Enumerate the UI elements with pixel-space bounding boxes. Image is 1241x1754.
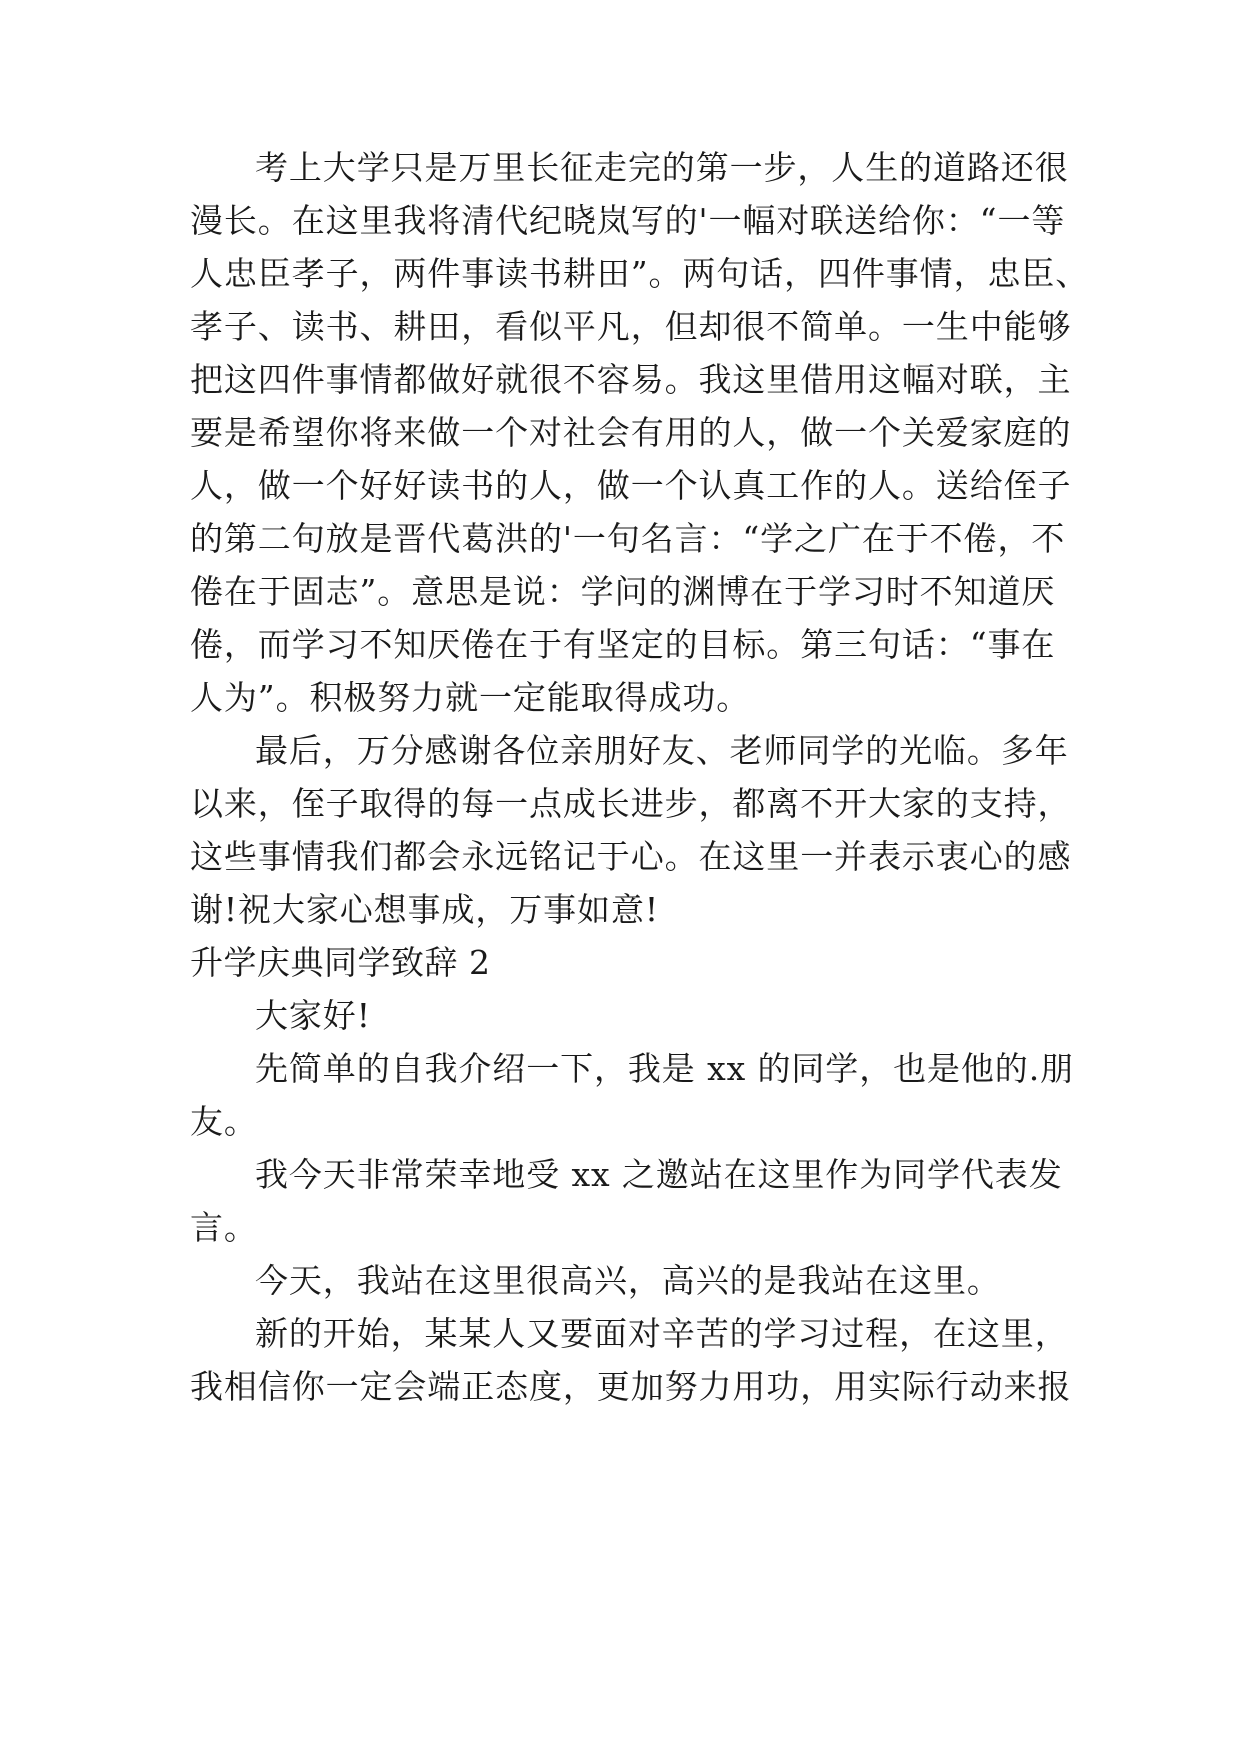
paragraph-line: 新的开始，某某人又要面对辛苦的学习过程，在这里， bbox=[255, 1314, 1069, 1353]
paragraph-line: 的第二句放是晋代葛洪的'一句名言：“学之广在于不倦，不 bbox=[190, 519, 1066, 558]
paragraph-line: 漫长。在这里我将清代纪晓岚写的'一幅对联送给你：“一等 bbox=[190, 201, 1066, 240]
paragraph-line: 倦在于固志”。意思是说：学问的渊博在于学习时不知道厌 bbox=[190, 572, 1056, 611]
paragraph-line: 人为”。积极努力就一定能取得成功。 bbox=[190, 678, 751, 717]
section-heading: 升学庆典同学致辞 2 bbox=[190, 943, 491, 982]
paragraph-line: 谢!祝大家心想事成，万事如意! bbox=[190, 890, 660, 929]
paragraph-line: 以来，侄子取得的每一点成长进步，都离不开大家的支持， bbox=[190, 784, 1072, 823]
paragraph-line: 要是希望你将来做一个对社会有用的人，做一个关爱家庭的 bbox=[190, 413, 1072, 452]
paragraph-line: 大家好! bbox=[255, 996, 371, 1035]
paragraph-line: 我相信你一定会端正态度，更加努力用功，用实际行动来报 bbox=[190, 1367, 1072, 1406]
paragraph-line: 先简单的自我介绍一下，我是 xx 的同学，也是他的.朋 bbox=[255, 1049, 1074, 1088]
paragraph-line: 人，做一个好好读书的人，做一个认真工作的人。送给侄子 bbox=[190, 466, 1072, 505]
paragraph-line: 人忠臣孝子，两件事读书耕田”。两句话，四件事情，忠臣、 bbox=[190, 254, 1090, 293]
paragraph-line: 这些事情我们都会永远铭记于心。在这里一并表示衷心的感 bbox=[190, 837, 1072, 876]
paragraph-line: 今天，我站在这里很高兴，高兴的是我站在这里。 bbox=[255, 1261, 1001, 1300]
paragraph-line: 友。 bbox=[190, 1102, 258, 1141]
paragraph-line: 言。 bbox=[190, 1208, 258, 1247]
paragraph-line: 我今天非常荣幸地受 xx 之邀站在这里作为同学代表发 bbox=[255, 1155, 1063, 1194]
paragraph-line: 考上大学只是万里长征走完的第一步，人生的道路还很 bbox=[255, 148, 1069, 187]
paragraph-line: 把这四件事情都做好就很不容易。我这里借用这幅对联，主 bbox=[190, 360, 1072, 399]
paragraph-line: 孝子、读书、耕田，看似平凡，但却很不简单。一生中能够 bbox=[190, 307, 1072, 346]
paragraph-line: 最后，万分感谢各位亲朋好友、老师同学的光临。多年 bbox=[255, 731, 1069, 770]
paragraph-line: 倦，而学习不知厌倦在于有坚定的目标。第三句话：“事在 bbox=[190, 625, 1056, 664]
